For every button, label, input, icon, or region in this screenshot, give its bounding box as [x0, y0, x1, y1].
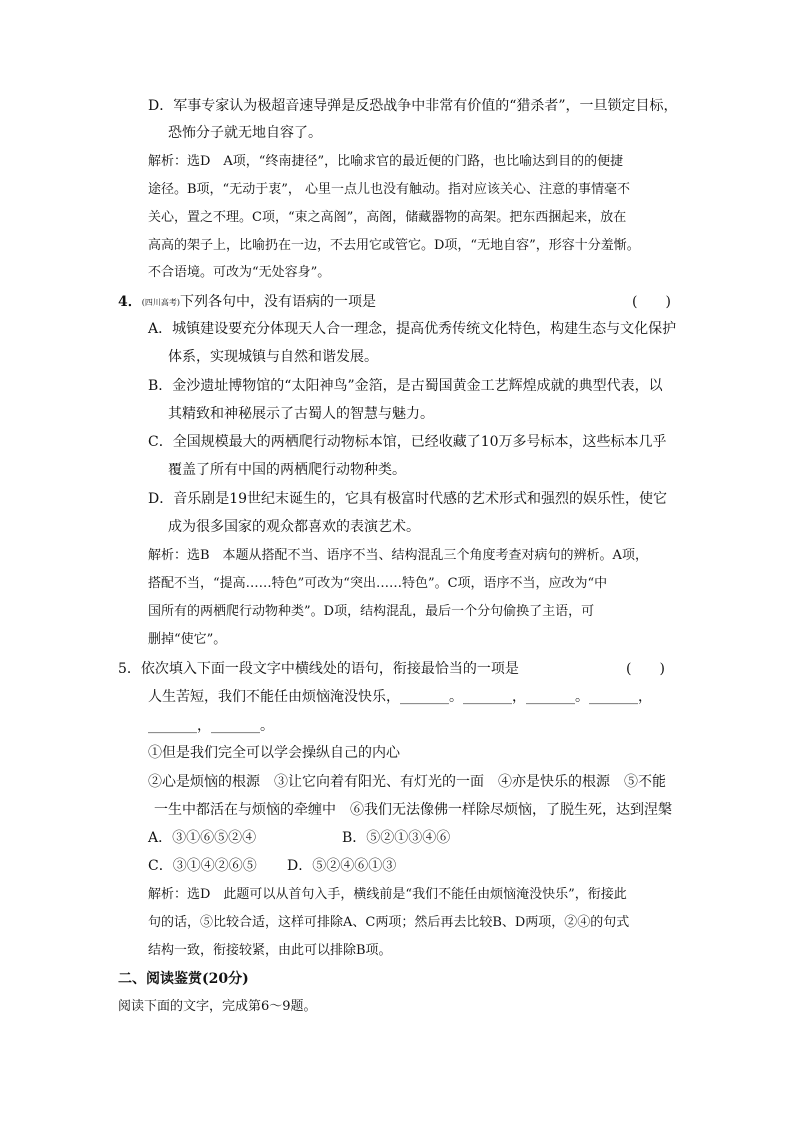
q5-analysis-line: 解析：选D 此题可以从首句入手，横线前是“我们不能任由烦恼淹没快乐”，衔接此	[148, 887, 627, 902]
q4-option-c-line1: C．全国规模最大的两栖爬行动物标本馆，已经收藏了10万多号标本，这些标本几乎	[148, 434, 667, 450]
q3-analysis-line: 解析：选D A项，“终南捷径”，比喻求官的最近便的门路，也比喻达到目的的便捷	[148, 154, 624, 169]
q4-analysis-line: 搭配不当，“提高……特色”可改为“突出……特色”。C项，语序不当，应改为“中	[148, 576, 608, 591]
q5-answer-blank: ( )	[626, 661, 665, 677]
q5-analysis-line: 结构一致，衔接较紧，由此可以排除B项。	[148, 943, 392, 958]
q4-number: 4．	[118, 294, 142, 310]
q4-option-b-line2: 其精致和神秘展示了古蜀人的智慧与魅力。	[168, 406, 434, 422]
q3-analysis-line: 不合语境。可改为“无处容身”。	[148, 265, 331, 280]
q3-analysis-line: 高高的架子上，比喻扔在一边，不去用它或管它。D项，“无地自容”，形容十分羞惭。	[148, 238, 640, 253]
q4-option-a-line1: A．城镇建设要充分体现天人合一理念，提高优秀传统文化特色，构建生态与文化保护	[148, 321, 677, 337]
q3-option-d-line1: D．军事专家认为极超音速导弹是反恐战争中非常有价值的“猎杀者”，一旦锁定目标，	[148, 98, 678, 114]
section-heading: 二、阅读鉴赏(20分)	[118, 971, 249, 987]
q4-option-c-line2: 覆盖了所有中国的两栖爬行动物种类。	[168, 462, 406, 478]
q5-option-c: C．③①④②⑥⑤	[148, 858, 257, 874]
q5-option-b: B．⑤②①③④⑥	[342, 830, 451, 846]
q5-choices-line: ②心是烦恼的根源 ③让它向着有阳光、有灯光的一面 ④亦是快乐的根源 ⑤不能	[148, 774, 666, 790]
q4-stem-text: 下列各句中，没有语病的一项是	[180, 294, 376, 310]
q5-choices-line: 一生中都活在与烦恼的牵缠中 ⑥我们无法像佛一样除尽烦恼，了脱生死，达到涅槃	[154, 802, 672, 818]
q4-analysis-line: 解析：选B 本题从搭配不当、语序不当、结构混乱三个角度考查对病句的辨析。A项，	[148, 548, 648, 563]
section-instruction: 阅读下面的文字，完成第6～9题。	[118, 999, 317, 1014]
q5-passage-line2: _______，_______。	[148, 718, 274, 734]
q5-option-d: D．⑤②④⑥①③	[287, 858, 397, 874]
q4-option-d-line2: 成为很多国家的观众都喜欢的表演艺术。	[168, 519, 420, 535]
q5-option-a: A．③①⑥⑤②④	[148, 830, 257, 846]
q4-answer-blank: ( )	[632, 294, 671, 310]
q4-option-b-line1: B．金沙遗址博物馆的“太阳神鸟”金箔，是古蜀国黄金工艺辉煌成就的典型代表，以	[148, 378, 663, 394]
q4-source-tag: (四川高考)	[141, 298, 180, 307]
q4-analysis-line: 删掉“使它”。	[148, 632, 227, 647]
q3-option-d-line2: 恐怖分子就无地自容了。	[168, 125, 322, 141]
q5-analysis-line: 句的话，⑤比较合适，这样可排除A、C两项；然后再去比较B、D两项，②④的句式	[148, 915, 630, 930]
q5-passage-line1: 人生苦短，我们不能任由烦恼淹没快乐，_______。_______，_______。_______，	[148, 689, 652, 705]
q4-option-d-line1: D．音乐剧是19世纪末诞生的，它具有极富时代感的艺术形式和强烈的娱乐性，使它	[148, 491, 668, 507]
q3-analysis-line: 途径。B项，“无动于衷”， 心里一点儿也没有触动。指对应该关心、注意的事情毫不	[148, 182, 630, 197]
q5-choices-line: ①但是我们完全可以学会操纵自己的内心	[148, 745, 400, 761]
q3-analysis-line: 关心，置之不理。C项，“束之高阁”，高阁，储藏器物的高架。把东西捆起来，放在	[148, 210, 627, 225]
q5-stem: 5．依次填入下面一段文字中横线处的语句，衔接最恰当的一项是	[118, 661, 519, 677]
q4-stem	[118, 292, 376, 313]
q4-analysis-line: 国所有的两栖爬行动物种类”。D项，结构混乱，最后一个分句偷换了主语，可	[148, 604, 595, 619]
q4-option-a-line2: 体系，实现城镇与自然和谐发展。	[168, 349, 378, 365]
